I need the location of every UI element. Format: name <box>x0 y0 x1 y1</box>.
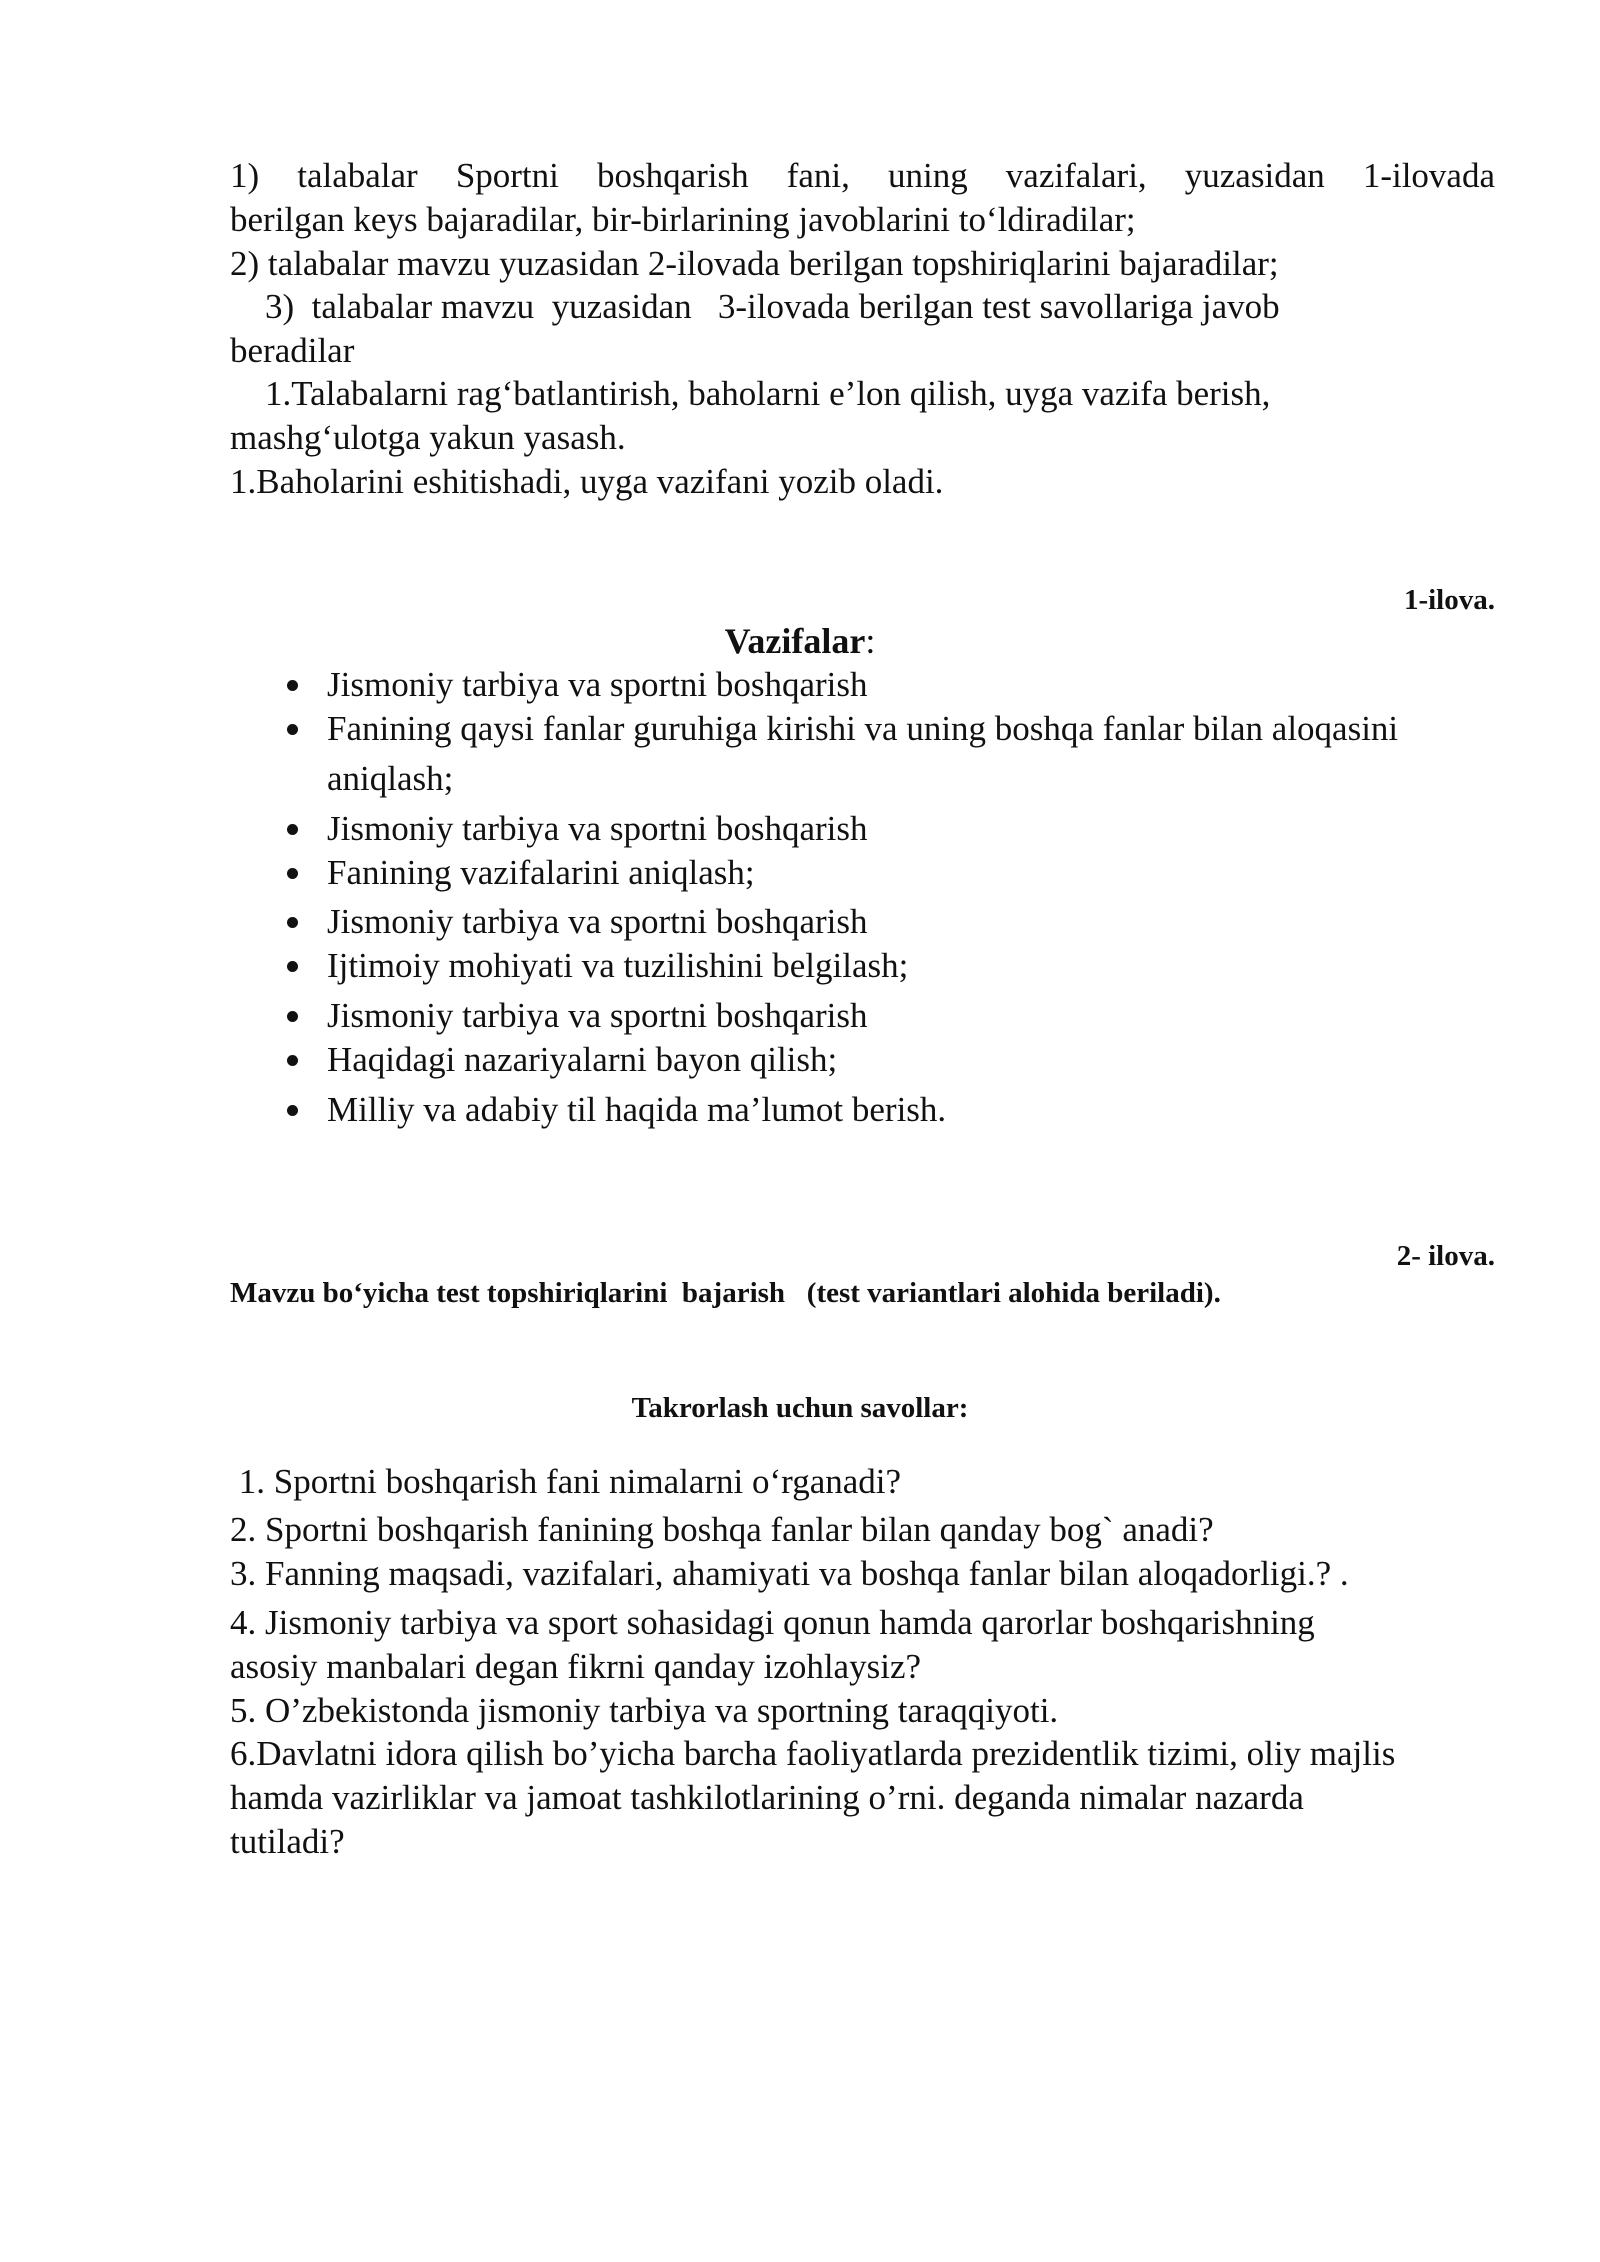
review-heading: Takrorlash uchun savollar: <box>631 1392 969 1424</box>
review-question: 1. Sportni boshqarish fani nimalarni o‘rganadi? <box>230 1462 902 1501</box>
list-item: Haqidagi nazariyalarni bayon qilish; <box>327 1035 1497 1085</box>
review-question: 5. O’zbekistonda jismoniy tarbiya va sportning taraqqiyoti. <box>230 1691 1059 1730</box>
list-item: Jismoniy tarbiya va sportni boshqarish <box>327 897 1497 947</box>
intro-line: 1) talabalar Sportni boshqarish fani, uning vazifalari, yuzasidan 1-ilovada <box>230 156 1495 195</box>
appendix-2-label: 2- ilova. <box>1396 1240 1495 1272</box>
list-item: Jismoniy tarbiya va sportni boshqarish <box>327 660 1497 710</box>
list-item: Jismoniy tarbiya va sportni boshqarish <box>327 991 1497 1041</box>
appendix-1-label: 1-ilova. <box>1403 584 1495 616</box>
list-item: Ijtimoiy mohiyati va tuzilishini belgilash; <box>327 941 1497 991</box>
intro-line: 1.Talabalarni rag‘batlantirish, baholarni e’lon qilish, uygа vazifa berish, <box>230 374 1271 413</box>
review-question: 6.Davlatni idora qilish bo’yicha barcha faoliyatlarda prezidentlik tizimi, oliy majlis <box>230 1734 1396 1773</box>
intro-line: beradilar <box>230 331 355 370</box>
appendix-1-title <box>0 620 1600 662</box>
appendix-1-title-text: Vazifalar <box>724 621 866 661</box>
intro-line: mashg‘ulotga yakun yasash. <box>230 418 626 457</box>
intro-line: 2) talabalar mavzu yuzasidan 2-ilovada berilgan topshiriqlarini bajaradilar; <box>230 244 1279 283</box>
intro-line: berilgan keys bajaradilar, bir-birlarining javoblarini to‘ldiradilar; <box>230 200 1136 239</box>
review-question: 4. Jismoniy tarbiya va sport sohasidagi qonun hamda qarorlar boshqarishning <box>230 1603 1315 1642</box>
review-question: tutiladi? <box>230 1822 345 1861</box>
review-question: 2. Sportni boshqarish fanining boshqa fanlar bilan qanday bog` anadi? <box>230 1510 1214 1549</box>
appendix-2-task: Mavzu bo‘yicha test topshiriqlarini bajarish (test variantlari alohida beriladi). <box>230 1277 1221 1309</box>
appendix-1-title-colon: : <box>865 621 876 661</box>
intro-line: 1.Baholarini eshitishadi, uygа vazifani yozib oladi. <box>230 462 944 501</box>
list-item: Fanining qaysi fanlar guruhiga kirishi va uning boshqa fanlar bilan aloqasini <box>327 704 1497 754</box>
list-item: Jismoniy tarbiya va sportni boshqarish <box>327 804 1497 854</box>
review-question: asosiy manbalari degan fikrni qanday izohlaysiz? <box>230 1647 922 1686</box>
review-question: hamda vazirliklar va jamoat tashkilotlarining o’rni. deganda nimalar nazarda <box>230 1778 1304 1817</box>
list-item: Milliy va adabiy til haqida ma’lumot berish. <box>327 1085 1497 1135</box>
review-question: 3. Fanning maqsadi, vazifalari, ahamiyati va boshqa fanlar bilan aloqadorligi.? . <box>230 1554 1349 1593</box>
list-item: Fanining vazifalarini aniqlash; <box>327 848 1497 898</box>
intro-line: 3) talabalar mavzu yuzasidan 3-ilovada berilgan test savollariga javob <box>230 287 1280 326</box>
list-item-continuation: aniqlash; <box>327 759 454 798</box>
